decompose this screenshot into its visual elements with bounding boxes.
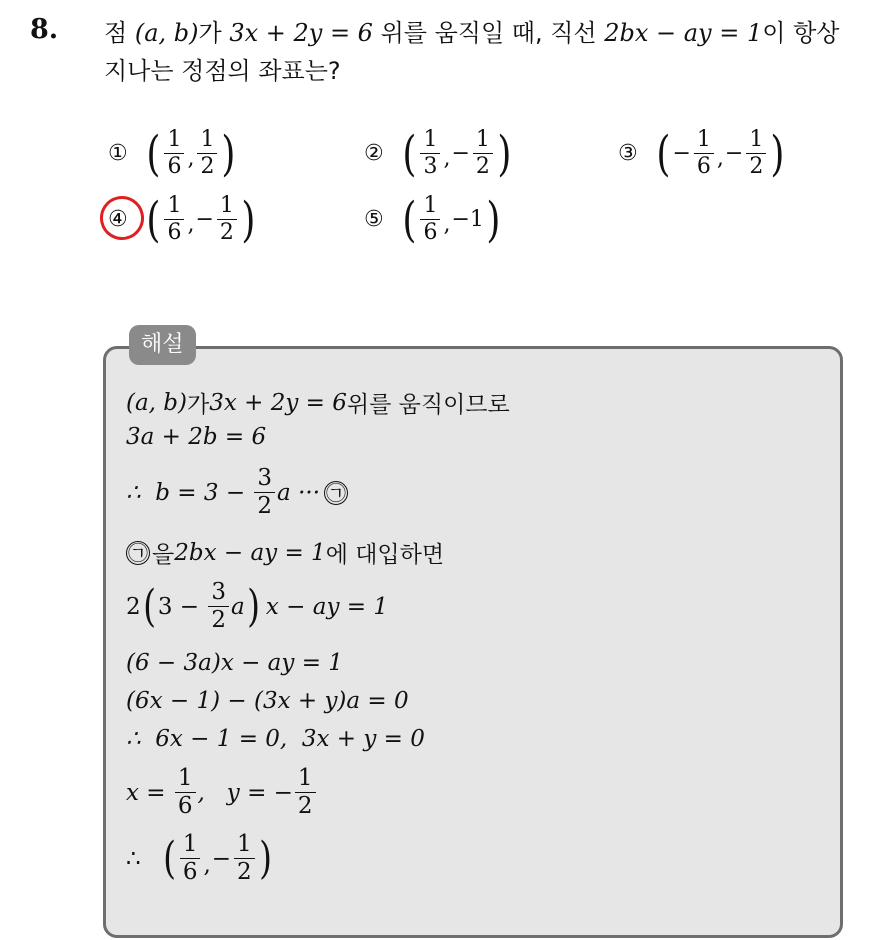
question-line-1: 점 (a, b)가 3x + 2y = 6 위를 움직일 때, 직선 2bx − ay = 1이 항상: [104, 19, 840, 47]
fraction: $\frac{1}{6}$: [180, 832, 201, 886]
choice-1[interactable]: ① ( $\frac{1}{6}$ , $\frac{1}{2}$ ): [108, 125, 236, 182]
choice-2[interactable]: ② ( $\frac{1}{3}$ , − $\frac{1}{2}$ ): [364, 125, 512, 182]
solution-line-8: ∴ 6x − 1 = 0, 3x + y = 0: [126, 726, 425, 752]
question-line-2: 지나는 정점의 좌표는?: [104, 57, 341, 85]
choice-mark: ⑤: [364, 207, 384, 233]
choice-mark: ②: [364, 141, 384, 167]
choice-mark: ①: [108, 141, 128, 167]
solution-tab: 해설: [129, 325, 196, 365]
fraction: $\frac{1}{2}$: [473, 128, 493, 179]
solution-line-9: x = $\frac{1}{6}$ , y = − $\frac{1}{2}$: [126, 766, 318, 820]
choice-4[interactable]: ④ ( $\frac{1}{6}$ , − $\frac{1}{2}$ ): [108, 191, 256, 248]
question-number: 8.: [30, 14, 59, 45]
solution-line-2: 3a + 2b = 6: [126, 424, 267, 450]
fraction: $\frac{1}{2}$: [197, 128, 217, 179]
fraction: $\frac{1}{2}$: [217, 194, 237, 245]
fraction: $\frac{1}{3}$: [420, 128, 440, 179]
fraction: $\frac{1}{6}$: [175, 766, 196, 820]
choice-mark: ④: [108, 207, 128, 233]
question-text: [104, 14, 874, 90]
fraction: $\frac{3}{2}$: [254, 466, 275, 520]
circled-letter-mark: ㉠: [128, 540, 148, 565]
solution-line-1: (a, b) 가 3x + 2y = 6 위를 움직이므로: [126, 389, 510, 418]
fraction: $\frac{1}{6}$: [164, 194, 184, 245]
solution-line-10: ∴ ( $\frac{1}{6}$ , − $\frac{1}{2}$ ): [126, 831, 272, 886]
choice-5[interactable]: ⑤ ( $\frac{1}{6}$ , −1 ): [364, 191, 501, 248]
solution-line-3: ∴ b = 3 − $\frac{3}{2}$ a ··· ㉠: [126, 465, 347, 520]
solution-line-4: ㉠ 을 2bx − ay = 1 에 대입하면: [128, 539, 445, 568]
fraction: $\frac{1}{2}$: [234, 832, 255, 886]
circled-letter-mark: ㉠: [326, 480, 347, 505]
solution-line-6: (6 − 3a)x − ay = 1: [126, 650, 343, 676]
fraction: $\frac{1}{6}$: [164, 128, 184, 179]
fraction: $\frac{1}{2}$: [746, 128, 766, 179]
solution-line-5: 2 ( 3 − $\frac{3}{2}$ a ) x − ay = 1: [126, 579, 388, 634]
solution-line-7: (6x − 1) − (3x + y)a = 0: [126, 688, 409, 714]
fraction: $\frac{1}{6}$: [694, 128, 714, 179]
choice-3[interactable]: ③ ( − $\frac{1}{6}$ , − $\frac{1}{2}$ ): [618, 125, 785, 182]
fraction: $\frac{1}{2}$: [295, 766, 316, 820]
fraction: $\frac{1}{6}$: [420, 194, 440, 245]
fraction: $\frac{3}{2}$: [208, 580, 229, 634]
choice-mark: ③: [618, 141, 638, 167]
